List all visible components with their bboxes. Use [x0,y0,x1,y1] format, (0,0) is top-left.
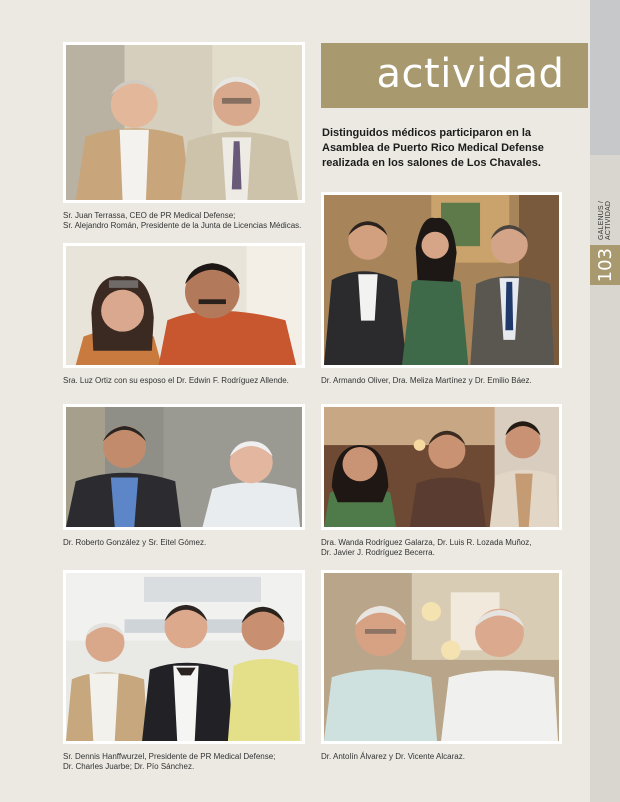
caption-line: Sr. Dennis Hanffwurzel, Presidente de PR Medical Defense; [63,752,276,761]
caption-terrassa-roman [63,211,313,231]
photo-hanffwurzel-juarbe-sanchez [63,570,305,744]
photo-gonzalez-gomez [63,404,305,530]
photo-oliver-martinez-baez [321,192,562,368]
caption-line: Dr. Charles Juarbe; Dr. Pío Sánchez. [63,762,195,771]
side-tab-upper [590,0,620,155]
photo-gonzalez-gomez-image [66,407,302,527]
caption-line: Dr. Roberto González y Sr. Eitel Gómez. [63,538,207,547]
page-number-box [590,245,620,285]
caption-hanffwurzel-juarbe-sanchez [63,752,313,772]
banner-title: actividad [376,50,565,97]
page-number: 103 [594,247,616,283]
caption-line: Dr. Armando Oliver, Dra. Meliza Martínez y Dr. Emilio Báez. [321,376,532,385]
photo-ortiz-rodriguez [63,243,305,368]
photo-terrassa-roman-image [66,45,302,200]
caption-line: Dra. Wanda Rodríguez Galarza, Dr. Luis R. Lozada Muñoz, [321,538,532,547]
photo-ortiz-rodriguez-image [66,246,302,365]
photo-rodriguez-lozada-becerra [321,404,562,530]
caption-line: Dr. Javier J. Rodríguez Becerra. [321,548,435,557]
side-tab [590,0,620,802]
section-banner [321,43,588,108]
caption-alvarez-alcaraz [321,752,581,762]
photo-alvarez-alcaraz [321,570,562,744]
photo-alvarez-alcaraz-image [324,573,559,741]
caption-line: Sra. Luz Ortiz con su esposo el Dr. Edwin F. Rodríguez Allende. [63,376,289,385]
section-label: GALENUS / ACTIVIDAD [598,200,612,240]
caption-oliver-martinez-baez [321,376,581,386]
caption-line: Sr. Alejandro Román, Presidente de la Junta de Licencias Médicas. [63,221,302,230]
caption-rodriguez-lozada-becerra [321,538,581,558]
photo-oliver-martinez-baez-image [324,195,559,365]
caption-line: Dr. Antolín Álvarez y Dr. Vicente Alcaraz. [321,752,465,761]
caption-ortiz-rodriguez [63,376,313,386]
photo-rodriguez-lozada-becerra-image [324,407,559,527]
intro-text: Distinguidos médicos participaron en la Asamblea de Puerto Rico Medical Defense realizada en los salones de Los Chavales. [322,127,544,169]
photo-terrassa-roman [63,42,305,203]
caption-gonzalez-gomez [63,538,313,548]
photo-hanffwurzel-juarbe-sanchez-image [66,573,302,741]
caption-line: Sr. Juan Terrassa, CEO de PR Medical Defense; [63,211,236,220]
